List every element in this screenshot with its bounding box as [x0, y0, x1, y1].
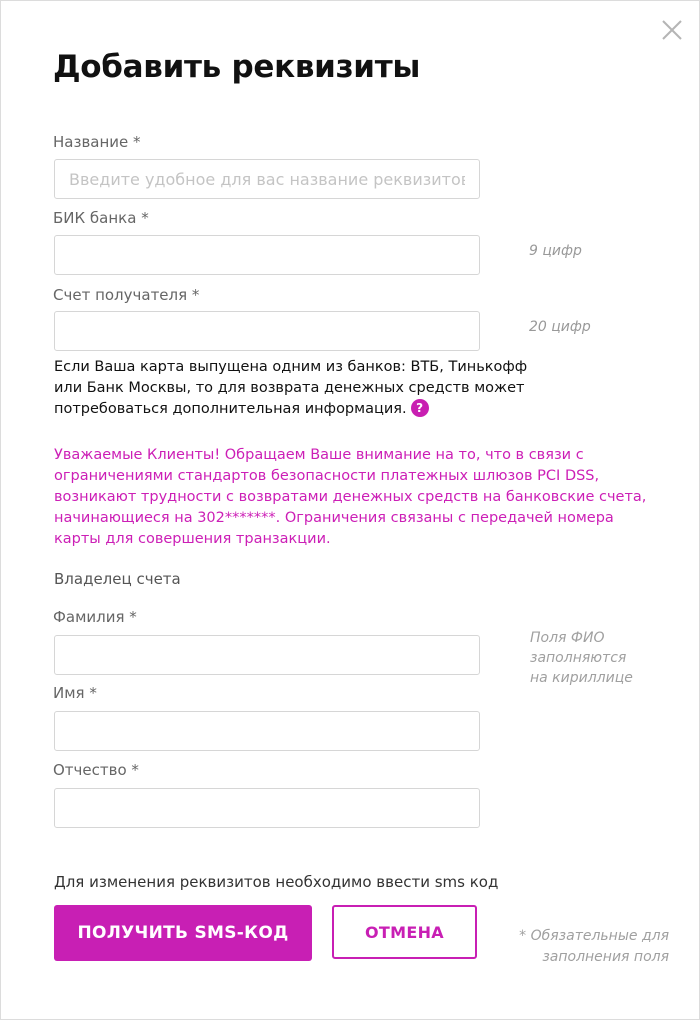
required-note-line: * Обязательные для: [519, 928, 669, 944]
close-icon[interactable]: [657, 15, 687, 45]
fio-cyrillic-hint: [530, 628, 633, 688]
notice-line: Уважаемые Клиенты! Обращаем Ваше внимание на то, что в связи с: [54, 447, 584, 463]
name-label: Название *: [53, 133, 141, 151]
name-input[interactable]: [54, 159, 480, 199]
hint-line: Поля ФИО: [530, 630, 605, 646]
get-sms-code-button[interactable]: ПОЛУЧИТЬ SMS-КОД: [54, 905, 312, 961]
patronymic-label: Отчество *: [53, 761, 139, 779]
patronymic-input[interactable]: [54, 788, 480, 828]
notice-line: начинающиеся на 302*******. Ограничения связаны с передачей номера: [54, 510, 614, 526]
dialog-title: Добавить реквизиты: [53, 49, 421, 85]
hint-line: на кириллице: [530, 670, 633, 686]
sms-code-note: Для изменения реквизитов необходимо ввести sms код: [54, 873, 499, 891]
account-label: Счет получателя *: [53, 286, 200, 304]
info-line: или Банк Москвы, то для возврата денежных средств может: [54, 380, 525, 396]
surname-input[interactable]: [54, 635, 480, 675]
cancel-button[interactable]: ОТМЕНА: [332, 905, 477, 959]
pci-dss-notice: [54, 445, 654, 550]
notice-line: ограничениями стандартов безопасности платежных шлюзов PCI DSS,: [54, 468, 600, 484]
surname-label: Фамилия *: [53, 608, 137, 626]
info-line: потребоваться дополнительная информация.: [54, 401, 407, 417]
info-line: Если Ваша карта выпущена одним из банков: ВТБ, Тинькофф: [54, 359, 528, 375]
notice-line: возникают трудности с возвратами денежных средств на банковские счета,: [54, 489, 647, 505]
bik-hint: 9 цифр: [529, 243, 582, 259]
bik-label: БИК банка *: [53, 209, 149, 227]
notice-line: карты для совершения транзакции.: [54, 531, 331, 547]
first-name-input[interactable]: [54, 711, 480, 751]
required-note-line: заполнения поля: [542, 949, 669, 965]
required-fields-note: [509, 926, 669, 968]
info-line-with-help: [54, 399, 534, 420]
question-icon[interactable]: ?: [411, 399, 429, 417]
account-input[interactable]: [54, 311, 480, 351]
first-name-label: Имя *: [53, 684, 97, 702]
hint-line: заполняются: [530, 650, 627, 666]
bik-input[interactable]: [54, 235, 480, 275]
owner-section-label: Владелец счета: [54, 570, 181, 588]
account-hint: 20 цифр: [529, 319, 591, 335]
bank-info-text: [54, 357, 534, 420]
